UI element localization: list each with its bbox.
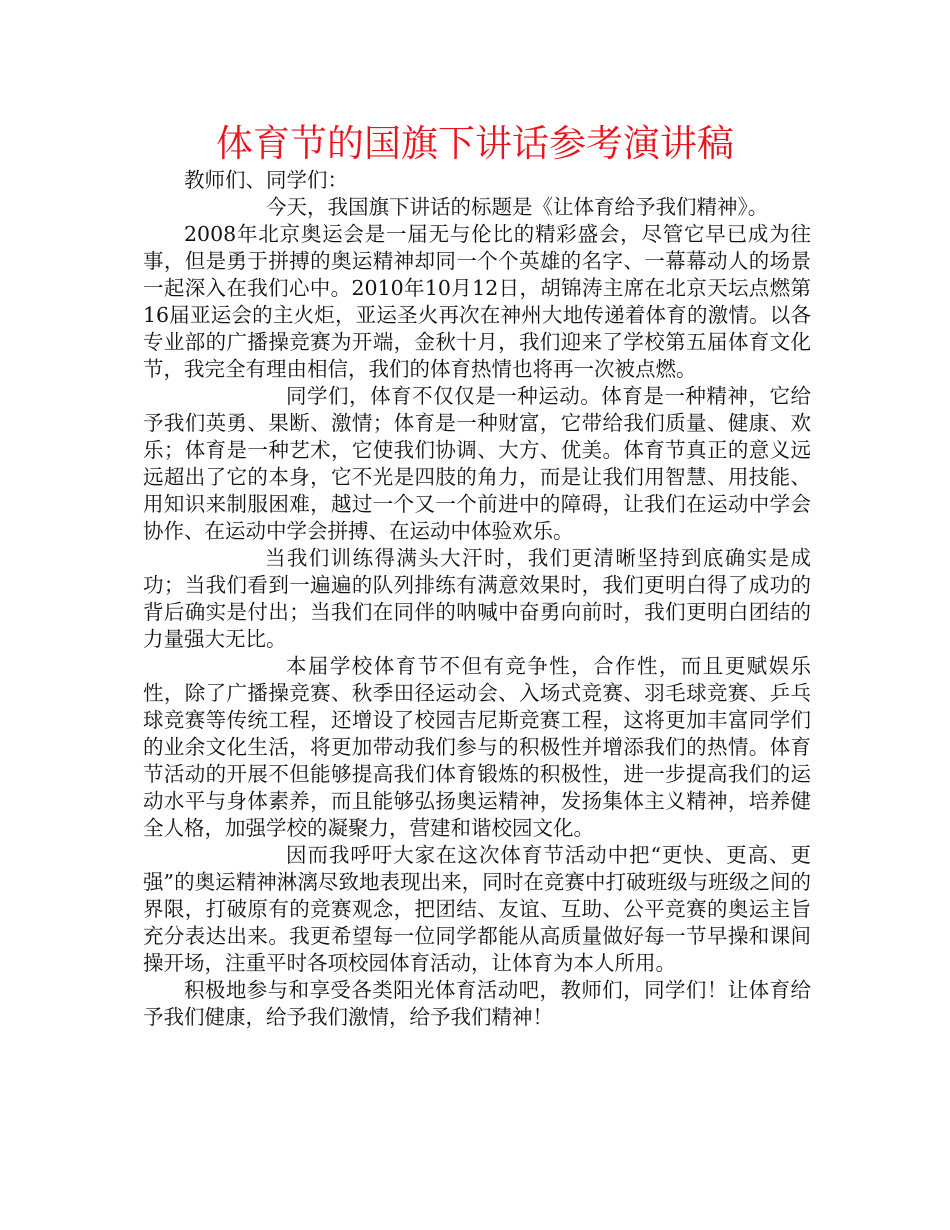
speech-body (143, 167, 811, 1031)
greeting: 教师们、同学们： (184, 168, 348, 192)
document-title: 体育节的国旗下讲话参考演讲稿 (216, 122, 734, 165)
intro-paragraph: 今天，我国旗下讲话的标题是《让体育给予我们精神》。 (266, 195, 769, 219)
paragraph-3: 当我们训练得满头大汗时，我们更清晰坚持到底确实是成功；当我们看到一遍遍的队列排练有满意效果时，我们更明白得了成功的背后确实是付出；当我们在同伴的呐喊中奋勇向前时，我们更明白团结的力量强大无比。 (143, 546, 811, 651)
paragraph-2: 同学们，体育不仅仅是一种运动。体育是一种精神，它给予我们英勇、果断、激情；体育是一种财富，它带给我们质量、健康、欢乐；体育是一种艺术，它使我们协调、大方、优美。体育节真正的意义远远超出了它的本身，它不光是四肢的角力，而是让我们用智慧、用技能、用知识来制服困难，越过一个又一个前进中的障碍，让我们在运动中学会协作、在运动中学会拼搏、在运动中体验欢乐。 (143, 384, 811, 543)
paragraph-6: 积极地参与和享受各类阳光体育活动吧，教师们，同学们！让体育给予我们健康，给予我们激情，给予我们精神！ (143, 978, 811, 1029)
paragraph-1: 2008年北京奥运会是一届无与伦比的精彩盛会，尽管它早已成为往事，但是勇于拼搏的奥运精神却同一个个英雄的名字、一幕幕动人的场景一起深入在我们心中。2010年10月12日，胡锦涛主席在北京天坛点燃第16届亚运会的主火炬，亚运圣火再次在神州大地传递着体育的激情。以各专业部的广播操竞赛为开端，金秋十月，我们迎来了学校第五届体育文化节，我完全有理由相信，我们的体育热情也将再一次被点燃。 (143, 222, 811, 381)
paragraph-4: 本届学校体育节不但有竞争性，合作性，而且更赋娱乐性，除了广播操竞赛、秋季田径运动会、入场式竞赛、羽毛球竞赛、乒乓球竞赛等传统工程，还增设了校园吉尼斯竞赛工程，这将更加丰富同学们的业余文化生活，将更加带动我们参与的积极性并增添我们的热情。体育节活动的开展不但能够提高我们体育锻炼的积极性，进一步提高我们的运动水平与身体素养，而且能够弘扬奥运精神，发扬集体主义精神，培养健全人格，加强学校的凝聚力，营建和谐校园文化。 (143, 654, 811, 840)
paragraph-5: 因而我呼吁大家在这次体育节活动中把“更快、更高、更强”的奥运精神淋漓尽致地表现出来，同时在竞赛中打破班级与班级之间的界限，打破原有的竞赛观念，把团结、友谊、互助、公平竞赛的奥运主旨充分表达出来。我更希望每一位同学都能从高质量做好每一节早操和课间操开场，注重平时各项校园体育活动，让体育为本人所用。 (143, 843, 811, 975)
